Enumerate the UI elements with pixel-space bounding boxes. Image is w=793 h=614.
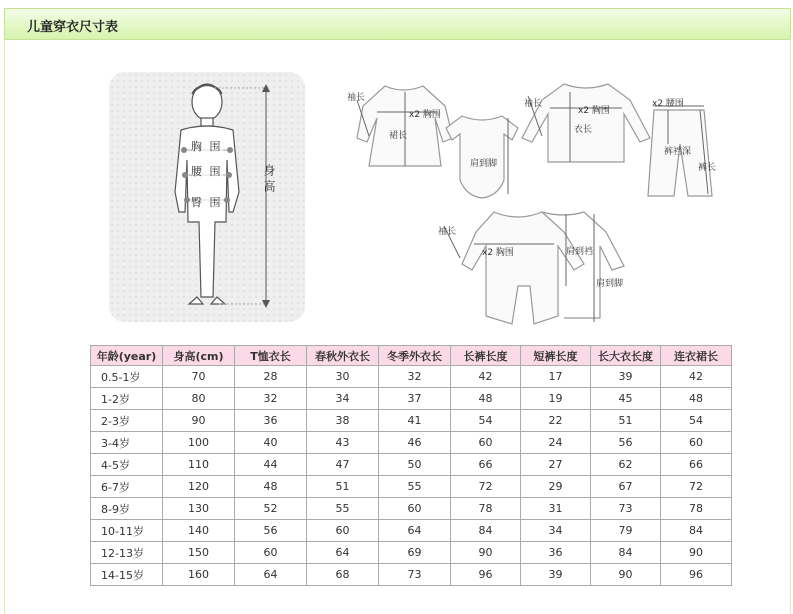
column-header: 冬季外衣长 <box>379 346 451 366</box>
dress-length-label: 裙长 <box>389 131 408 141</box>
table-cell: 1-2岁 <box>91 388 163 410</box>
table-cell: 62 <box>591 454 661 476</box>
table-cell: 100 <box>163 432 235 454</box>
romper-diagram <box>434 206 634 332</box>
bodysuit-length-label: 肩到脚 <box>470 159 498 169</box>
table-cell: 44 <box>235 454 307 476</box>
table-header-row <box>91 346 732 366</box>
page-title: 儿童穿衣尺寸表 <box>27 20 119 35</box>
table-body <box>91 366 732 586</box>
table-cell: 45 <box>591 388 661 410</box>
table-cell: 51 <box>591 410 661 432</box>
table-cell: 40 <box>235 432 307 454</box>
table-cell: 56 <box>235 520 307 542</box>
table-cell: 90 <box>661 542 732 564</box>
romper-crotch-label: 肩到裆 <box>566 247 594 257</box>
pants-diagram <box>638 94 726 202</box>
table-row <box>91 564 732 586</box>
table-cell: 68 <box>307 564 379 586</box>
table-row <box>91 410 732 432</box>
table-cell: 66 <box>451 454 521 476</box>
table-cell: 0.5-1岁 <box>91 366 163 388</box>
table-cell: 80 <box>163 388 235 410</box>
waist-label: 腰 围 <box>191 165 223 178</box>
pants-waist-label: x2 腰围 <box>652 99 684 109</box>
table-cell: 36 <box>521 542 591 564</box>
table-cell: 47 <box>307 454 379 476</box>
table-cell: 30 <box>307 366 379 388</box>
table-cell: 4-5岁 <box>91 454 163 476</box>
table-cell: 150 <box>163 542 235 564</box>
pants-rise-label: 裤裆深 <box>664 147 692 157</box>
table-row <box>91 542 732 564</box>
table-cell: 32 <box>379 366 451 388</box>
table-cell: 140 <box>163 520 235 542</box>
table-cell: 36 <box>235 410 307 432</box>
table-cell: 110 <box>163 454 235 476</box>
table-cell: 55 <box>307 498 379 520</box>
table-cell: 60 <box>451 432 521 454</box>
table-cell: 60 <box>379 498 451 520</box>
table-cell: 90 <box>591 564 661 586</box>
table-cell: 72 <box>661 476 732 498</box>
table-cell: 84 <box>451 520 521 542</box>
table-cell: 10-11岁 <box>91 520 163 542</box>
bodysuit-diagram <box>432 110 532 206</box>
table-row <box>91 454 732 476</box>
table-cell: 37 <box>379 388 451 410</box>
table-cell: 22 <box>521 410 591 432</box>
table-cell: 12-13岁 <box>91 542 163 564</box>
table-cell: 27 <box>521 454 591 476</box>
table-cell: 51 <box>307 476 379 498</box>
table-cell: 39 <box>521 564 591 586</box>
jacket-sleeve-label: 袖长 <box>524 99 543 109</box>
table-cell: 78 <box>451 498 521 520</box>
table-cell: 84 <box>661 520 732 542</box>
table-cell: 90 <box>163 410 235 432</box>
romper-sleeve-label: 袖长 <box>438 227 457 237</box>
table-cell: 64 <box>235 564 307 586</box>
table-cell: 79 <box>591 520 661 542</box>
table-cell: 67 <box>591 476 661 498</box>
pants-length-label: 裤长 <box>698 163 717 173</box>
table-cell: 130 <box>163 498 235 520</box>
table-cell: 60 <box>661 432 732 454</box>
table-cell: 96 <box>451 564 521 586</box>
romper-foot-label: 肩到脚 <box>596 279 624 289</box>
jacket-length-label: 衣长 <box>574 125 593 135</box>
table-cell: 17 <box>521 366 591 388</box>
table-row <box>91 366 732 388</box>
table-cell: 54 <box>451 410 521 432</box>
table-cell: 39 <box>591 366 661 388</box>
table-row <box>91 498 732 520</box>
table-cell: 34 <box>521 520 591 542</box>
table-cell: 64 <box>379 520 451 542</box>
dress-sleeve-label: 袖长 <box>347 93 366 103</box>
table-cell: 43 <box>307 432 379 454</box>
table-cell: 24 <box>521 432 591 454</box>
table-cell: 60 <box>307 520 379 542</box>
table-row <box>91 388 732 410</box>
table-cell: 14-15岁 <box>91 564 163 586</box>
column-header: T恤衣长 <box>235 346 307 366</box>
table-cell: 73 <box>591 498 661 520</box>
table-row <box>91 476 732 498</box>
table-cell: 32 <box>235 388 307 410</box>
table-cell: 19 <box>521 388 591 410</box>
table-cell: 48 <box>235 476 307 498</box>
romper-chest-label: x2 胸围 <box>482 248 514 258</box>
table-cell: 48 <box>661 388 732 410</box>
page-header <box>4 8 791 40</box>
table-cell: 70 <box>163 366 235 388</box>
romper-outline <box>434 206 634 332</box>
table-cell: 72 <box>451 476 521 498</box>
dress-chest-label: x2 胸围 <box>409 110 441 120</box>
table-cell: 34 <box>307 388 379 410</box>
table-cell: 84 <box>591 542 661 564</box>
table-cell: 29 <box>521 476 591 498</box>
column-header: 身高(cm) <box>163 346 235 366</box>
table-row <box>91 520 732 542</box>
table-cell: 55 <box>379 476 451 498</box>
table-cell: 66 <box>661 454 732 476</box>
table-cell: 54 <box>661 410 732 432</box>
table-cell: 42 <box>661 366 732 388</box>
table-cell: 160 <box>163 564 235 586</box>
table-cell: 48 <box>451 388 521 410</box>
column-header: 短裤长度 <box>521 346 591 366</box>
table-cell: 38 <box>307 410 379 432</box>
table-cell: 41 <box>379 410 451 432</box>
height-label: 身高 <box>262 164 276 196</box>
table-cell: 96 <box>661 564 732 586</box>
jacket-chest-label: x2 胸围 <box>578 106 610 116</box>
table-cell: 2-3岁 <box>91 410 163 432</box>
table-row <box>91 432 732 454</box>
table-cell: 56 <box>591 432 661 454</box>
table-cell: 6-7岁 <box>91 476 163 498</box>
table-cell: 42 <box>451 366 521 388</box>
table-cell: 120 <box>163 476 235 498</box>
table-cell: 90 <box>451 542 521 564</box>
table-cell: 69 <box>379 542 451 564</box>
hip-label: 臀 围 <box>191 196 223 209</box>
table-cell: 50 <box>379 454 451 476</box>
column-header: 连衣裙长 <box>661 346 732 366</box>
table-cell: 52 <box>235 498 307 520</box>
table-cell: 3-4岁 <box>91 432 163 454</box>
table-cell: 60 <box>235 542 307 564</box>
chest-label: 胸 围 <box>191 140 223 153</box>
table-cell: 28 <box>235 366 307 388</box>
column-header: 长裤长度 <box>451 346 521 366</box>
table-cell: 31 <box>521 498 591 520</box>
column-header: 春秋外衣长 <box>307 346 379 366</box>
table-cell: 64 <box>307 542 379 564</box>
column-header: 长大衣长度 <box>591 346 661 366</box>
body-measurement-figure <box>109 72 305 322</box>
table-cell: 78 <box>661 498 732 520</box>
table-cell: 46 <box>379 432 451 454</box>
size-table <box>90 345 732 586</box>
table-cell: 8-9岁 <box>91 498 163 520</box>
column-header: 年龄(year) <box>91 346 163 366</box>
table-cell: 73 <box>379 564 451 586</box>
